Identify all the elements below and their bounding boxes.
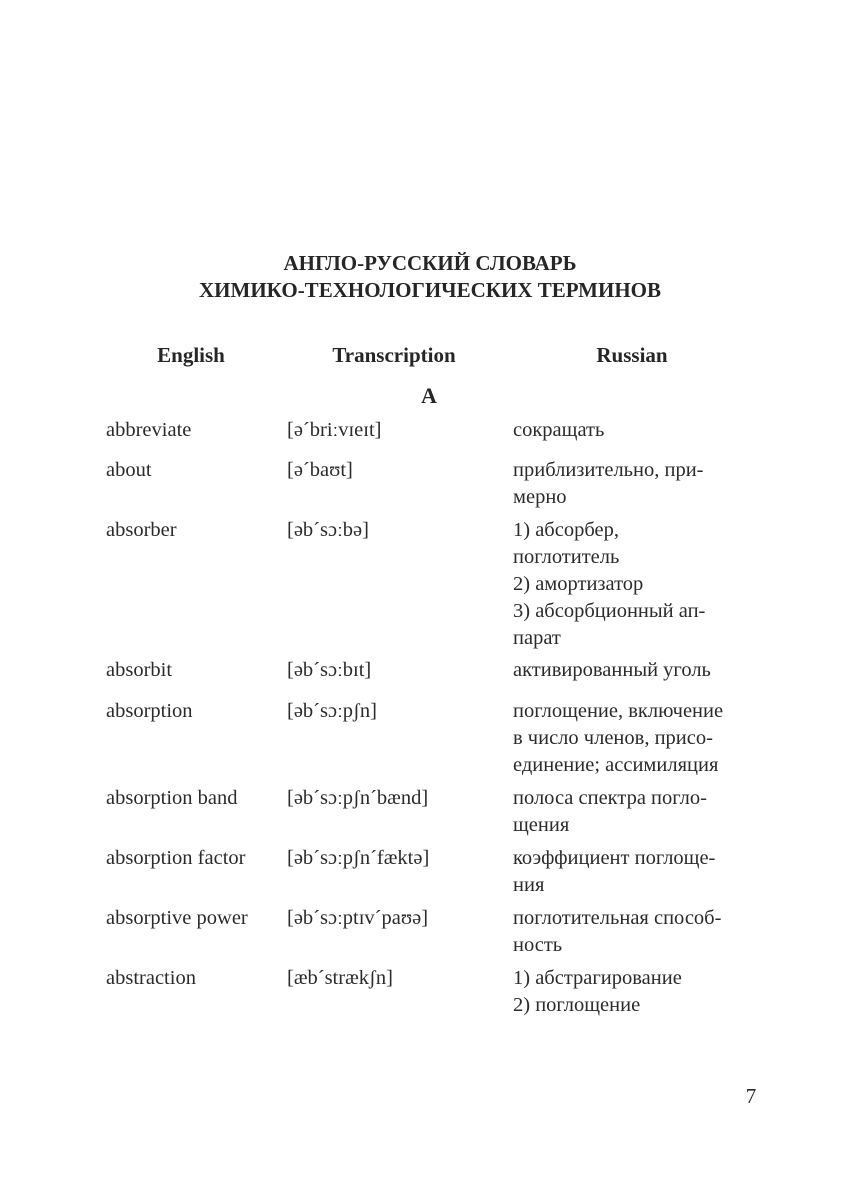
column-header-english: English — [157, 343, 225, 367]
entry-russian-line: единение; ассимиляция — [513, 754, 719, 776]
dictionary-entry — [106, 657, 766, 698]
entry-russian-line: активированный уголь — [513, 659, 711, 681]
column-header-transcription: Transcription — [332, 343, 456, 367]
entry-transcription: [əbˊsɔːbə] — [287, 519, 369, 541]
entry-english: absorption — [106, 700, 193, 722]
entry-english: about — [106, 459, 152, 481]
entry-transcription: [æbˊstrækʃn] — [287, 967, 393, 989]
entry-russian-line: ния — [513, 874, 545, 896]
entry-russian — [513, 965, 763, 1019]
entry-russian — [513, 845, 763, 899]
entry-russian-line: полоса спектра погло- — [513, 787, 707, 809]
entry-english: abbreviate — [106, 419, 192, 441]
column-header-russian: Russian — [596, 343, 668, 367]
entry-transcription: [əbˊsɔːpʃn] — [287, 700, 377, 722]
page-number: 7 — [745, 1084, 757, 1108]
entry-russian — [513, 417, 763, 444]
section-letter: A — [421, 383, 437, 408]
entry-russian-line: 1) абсорбер, — [513, 519, 619, 541]
entry-english: absorption factor — [106, 847, 246, 869]
entry-russian-line: поглотительная способ- — [513, 907, 722, 929]
dictionary-entry — [106, 845, 766, 905]
entry-russian-line: мерно — [513, 486, 567, 508]
dictionary-entry — [106, 905, 766, 965]
entry-russian-line: парат — [513, 627, 561, 649]
entry-russian-line: поглотитель — [513, 546, 620, 568]
dictionary-entry — [106, 698, 766, 785]
entry-russian-line: щения — [513, 814, 570, 836]
entry-russian-line: сокращать — [513, 419, 605, 441]
entry-transcription: [əˊbaʊt] — [287, 459, 353, 481]
entry-russian — [513, 457, 763, 511]
entry-russian-line: в число членов, присо- — [513, 727, 713, 749]
entry-transcription: [əbˊsɔːpʃnˊbænd] — [287, 787, 429, 809]
entry-transcription: [əbˊsɔːbɪt] — [287, 659, 372, 681]
entry-russian-line: приблизительно, при- — [513, 459, 704, 481]
entry-russian-line: ность — [513, 934, 563, 956]
entry-russian — [513, 657, 763, 684]
entry-transcription: [əbˊsɔːpʃnˊfæktə] — [287, 847, 430, 869]
entry-russian-line: коэффициент поглоще- — [513, 847, 716, 869]
dictionary-entry — [106, 965, 766, 1025]
entry-russian-line: 1) абстрагирование — [513, 967, 682, 989]
entry-russian — [513, 517, 763, 652]
entry-russian-line: 3) абсорбционный ап- — [513, 600, 706, 622]
entry-russian-line: 2) амортизатор — [513, 573, 644, 595]
entry-russian — [513, 785, 763, 839]
entry-russian-line: 2) поглощение — [513, 994, 641, 1016]
entry-english: absorptive power — [106, 907, 248, 929]
entry-english: absorbit — [106, 659, 173, 681]
dictionary-entries — [106, 417, 766, 1025]
entry-english: absorber — [106, 519, 177, 541]
dictionary-entry — [106, 517, 766, 657]
dictionary-title-line-1: АНГЛО-РУССКИЙ СЛОВАРЬ — [283, 251, 577, 275]
entry-russian — [513, 698, 763, 779]
entry-english: abstraction — [106, 967, 196, 989]
dictionary-title-line-2: ХИМИКО-ТЕХНОЛОГИЧЕСКИХ ТЕРМИНОВ — [199, 278, 661, 302]
entry-russian-line: поглощение, включение — [513, 700, 724, 722]
dictionary-entry — [106, 785, 766, 845]
dictionary-entry — [106, 457, 766, 517]
entry-transcription: [əˊbriːvɪeɪt] — [287, 419, 382, 441]
entry-english: absorption band — [106, 787, 238, 809]
entry-transcription: [əbˊsɔːptɪvˊpaʊə] — [287, 907, 429, 929]
entry-russian — [513, 905, 763, 959]
dictionary-entry — [106, 417, 766, 457]
